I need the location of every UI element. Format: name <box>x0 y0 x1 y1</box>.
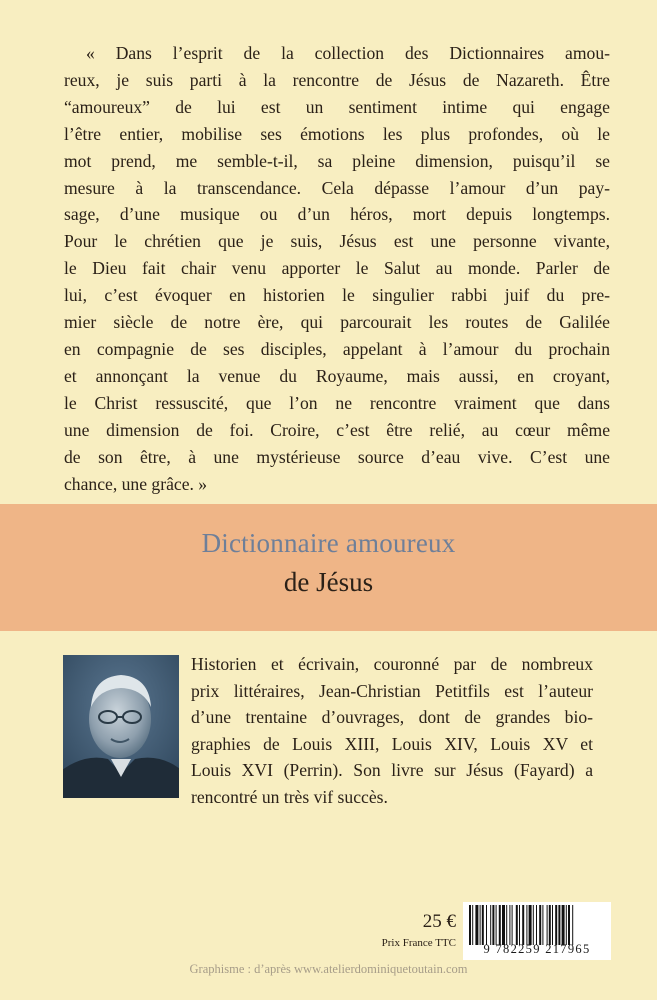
price: 25 € <box>422 911 456 932</box>
barcode-bar <box>490 905 491 945</box>
barcode-bar <box>506 905 507 945</box>
bio-line: d’une trentaine d’ouvrages, dont de grandes bio- <box>191 707 593 728</box>
barcode-bar <box>492 905 494 945</box>
barcode-bar <box>542 905 543 945</box>
barcode-bar <box>512 905 513 945</box>
barcode-bar <box>568 905 570 945</box>
barcode-bar <box>475 905 478 945</box>
barcode-bar <box>522 905 524 945</box>
quote-line: l’être entier, mobilise ses émotions les plus profondes, où le <box>64 123 610 144</box>
barcode-bar <box>566 905 567 945</box>
quote-line: sage, d’une musique ou d’un héros, mort depuis longtemps. <box>64 204 610 225</box>
barcode-bar <box>519 905 520 945</box>
bio-line: Louis XVI (Perrin). Son livre sur Jésus (Fayard) a <box>191 760 593 781</box>
quote-line: le Dieu fait chair venu apporter le Salut au monde. Parler de <box>64 258 610 279</box>
price-label: Prix France TTC <box>381 937 456 949</box>
bio-line: Historien et écrivain, couronné par de nombreux <box>191 654 593 674</box>
quote-line: de son être, à une mystérieuse source d’eau vive. C’est une <box>64 446 610 467</box>
barcode-bar <box>539 905 541 945</box>
back-cover-quote <box>64 40 610 497</box>
quote-line: le Christ ressuscité, que l’on ne rencontre vraiment que dans <box>64 392 610 413</box>
barcode-bar <box>555 905 557 945</box>
quote-line: « Dans l’esprit de la collection des Dictionnaires amou- <box>86 43 610 63</box>
barcode-bar <box>547 905 548 945</box>
barcode-bar <box>480 905 481 945</box>
quote-line: mesure à la transcendance. Cela dépasse l’amour d’un pay- <box>64 177 610 198</box>
quote-line: chance, une grâce. » <box>64 473 208 494</box>
author-portrait-image <box>63 655 179 798</box>
design-credit: Graphisme : d’après www.atelierdominiquetoutain.com <box>189 962 468 976</box>
barcode-bar <box>509 905 510 945</box>
quote-line: mier siècle de notre ère, qui parcourait les routes de Galilée <box>64 312 610 333</box>
barcode-bar <box>486 905 487 945</box>
bio-line: prix littéraires, Jean-Christian Petitfils est l’auteur <box>191 680 593 701</box>
barcode-bar <box>572 905 573 945</box>
quote-line: lui, c’est évoquer en historien le singulier rabbi juif du pre- <box>64 285 610 306</box>
quote-line: et annonçant la venue du Royaume, mais aussi, en croyant, <box>64 365 610 386</box>
book-subtitle: de Jésus <box>283 567 374 597</box>
isbn-number: 9 782259 217965 <box>483 942 591 956</box>
quote-line: “amoureux” de lui est un sentiment intime qui engage <box>64 96 610 117</box>
quote-line: une dimension de foi. Croire, c’est être relié, au cœur même <box>64 419 610 440</box>
barcode-bar <box>482 905 484 945</box>
barcode-bar <box>502 905 505 945</box>
quote-line: reux, je suis parti à la rencontre de Jésus de Nazareth. Être <box>64 69 610 90</box>
quote-line: mot prend, me semble-t-il, sa pleine dimension, puisqu’il se <box>64 150 610 171</box>
author-bio <box>191 651 593 811</box>
barcode-bar <box>529 905 532 945</box>
quote-line: Pour le chrétien que je suis, Jésus est une personne vivante, <box>64 231 610 252</box>
barcode-bar <box>496 905 497 945</box>
book-title: Dictionnaire amoureux <box>201 528 456 558</box>
barcode-bars <box>469 905 605 945</box>
barcode-bar <box>558 905 560 945</box>
barcode-bar <box>533 905 534 945</box>
barcode-bar <box>536 905 537 945</box>
barcode-bar <box>472 905 473 945</box>
barcode-bar <box>552 905 553 945</box>
barcode-bar <box>562 905 565 945</box>
author-portrait <box>63 655 179 798</box>
barcode-bar <box>549 905 551 945</box>
barcode-bar <box>526 905 527 945</box>
barcode-bar <box>516 905 518 945</box>
barcode-bar <box>469 905 471 945</box>
quote-line: en compagnie de ses disciples, appelant à l’amour du prochain <box>64 338 610 359</box>
bio-line: rencontré un très vif succès. <box>191 786 388 807</box>
bio-line: graphies de Louis XIII, Louis XIV, Louis XV et <box>191 733 593 754</box>
barcode-bar <box>499 905 501 945</box>
